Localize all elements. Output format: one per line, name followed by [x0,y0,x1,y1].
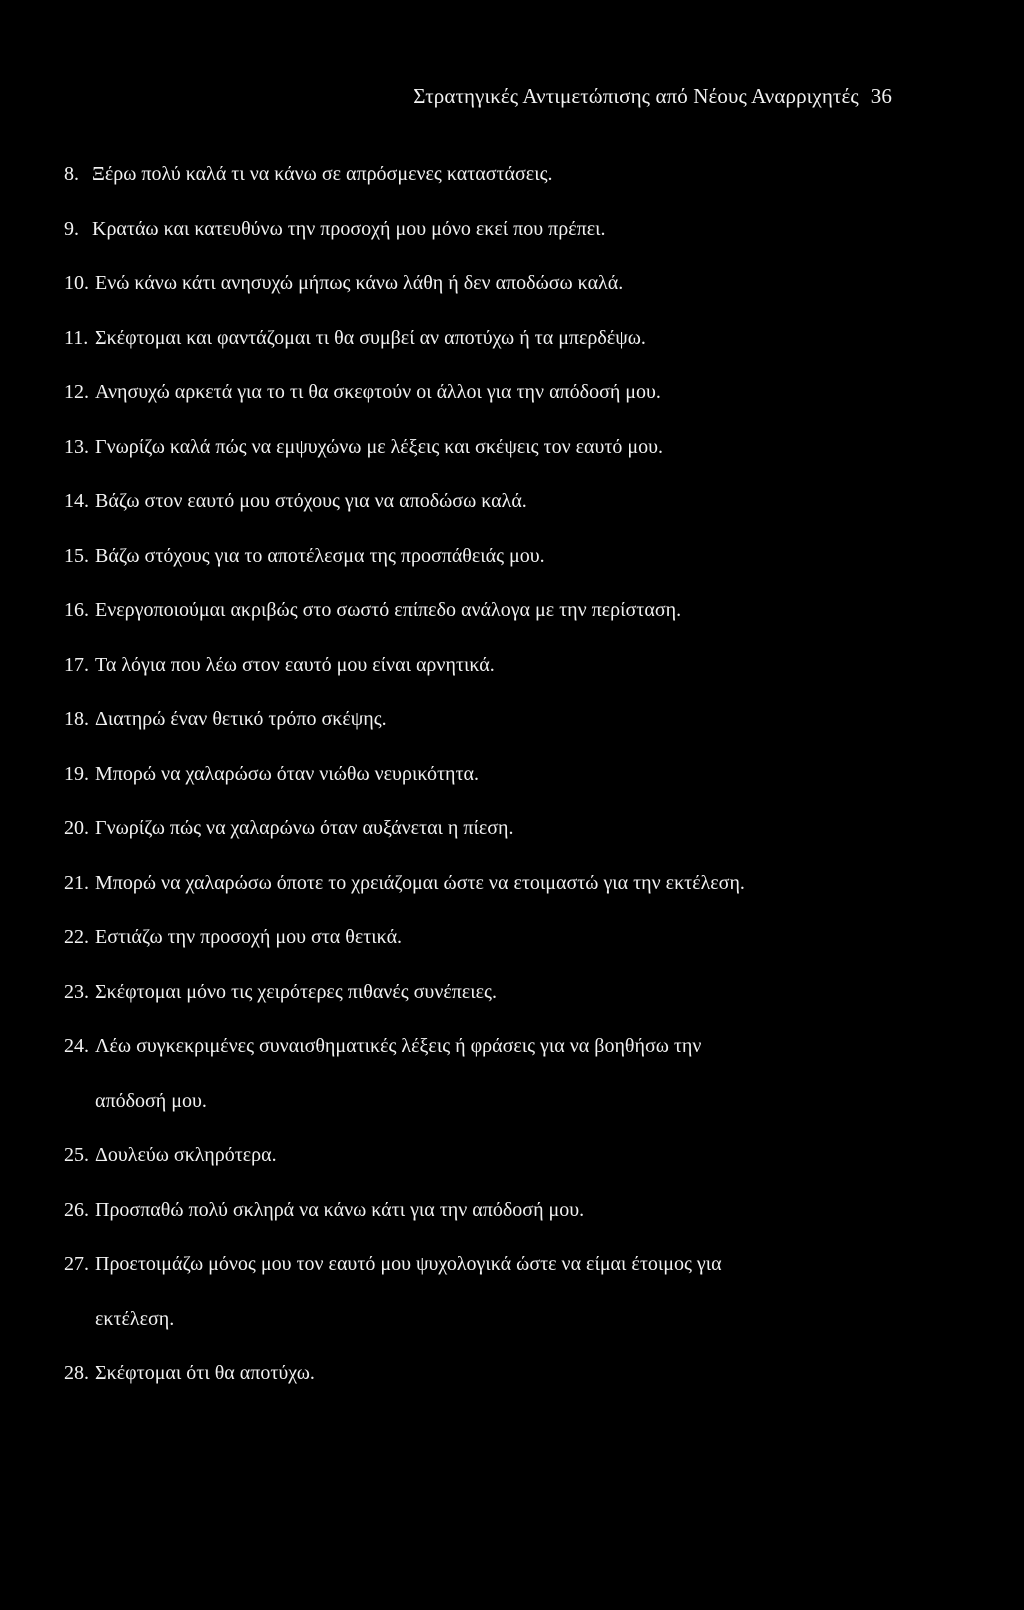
list-item [64,1346,964,1401]
item-text: Ενώ κάνω κάτι ανησυχώ μήπως κάνω λάθη ή δεν αποδώσω καλά. [95,272,624,294]
list-item [64,638,964,693]
item-text: Ξέρω πολύ καλά τι να κάνω σε απρόσμενες καταστάσεις. [92,163,553,185]
item-number: 9. [64,217,79,240]
page-number: 36 [870,84,892,108]
item-text: Δουλεύω σκληρότερα. [95,1144,277,1166]
item-text: Σκέφτομαι μόνο τις χειρότερες πιθανές συνέπειες. [95,980,497,1003]
item-number: 23. [64,980,89,1003]
list-item-continuation [64,1292,964,1347]
list-item [64,965,964,1020]
item-number: 14. [64,490,89,512]
item-text: Εστιάζω την προσοχή μου στα θετικά. [95,926,403,948]
list-item [64,365,964,420]
list-item [64,147,964,202]
questionnaire-list [64,147,964,1401]
item-number: 18. [64,708,89,730]
list-item [64,420,964,475]
item-text: Κρατάω και κατευθύνω την προσοχή μου μόνο εκεί που πρέπει. [92,217,606,240]
item-number: 19. [64,762,89,785]
running-header [413,84,892,109]
item-number: 13. [64,435,89,458]
item-text: Μπορώ να χαλαρώσω όταν νιώθω νευρικότητα. [95,762,479,785]
list-item [64,856,964,911]
item-text: Ενεργοποιούμαι ακριβώς στο σωστό επίπεδο ανάλογα με την περίσταση. [95,599,682,621]
list-item [64,311,964,366]
item-number: 12. [64,381,89,403]
item-number: 26. [64,1198,89,1221]
list-item [64,801,964,856]
item-number: 15. [64,544,89,567]
item-text: Ανησυχώ αρκετά για το τι θα σκεφτούν οι άλλοι για την απόδοσή μου. [95,381,661,403]
item-text-continuation: εκτέλεση. [95,1307,175,1330]
list-item [64,529,964,584]
item-number: 28. [64,1362,89,1384]
list-item [64,910,964,965]
list-item [64,256,964,311]
item-text: Διατηρώ έναν θετικό τρόπο σκέψης. [95,708,387,730]
list-item [64,1019,964,1074]
header-title: Στρατηγικές Αντιμετώπισης από Νέους Αναρριχητές [413,84,859,108]
item-number: 11. [64,326,89,349]
list-item [64,583,964,638]
list-item [64,747,964,802]
item-number: 8. [64,163,79,185]
item-number: 16. [64,599,89,621]
item-number: 20. [64,817,89,839]
item-number: 25. [64,1144,89,1166]
list-item [64,1128,964,1183]
list-item [64,202,964,257]
list-item [64,692,964,747]
list-item [64,474,964,529]
item-text-continuation: απόδοσή μου. [95,1089,207,1112]
item-text: Τα λόγια που λέω στον εαυτό μου είναι αρνητικά. [95,653,495,676]
item-number: 24. [64,1035,89,1057]
item-text: Βάζω στόχους για το αποτέλεσμα της προσπάθειάς μου. [95,544,545,567]
item-number: 27. [64,1253,89,1275]
item-text: Σκέφτομαι ότι θα αποτύχω. [95,1362,315,1384]
item-text: Προετοιμάζω μόνος μου τον εαυτό μου ψυχολογικά ώστε να είμαι έτοιμος για [95,1253,722,1275]
item-text: Προσπαθώ πολύ σκληρά να κάνω κάτι για την απόδοσή μου. [95,1198,585,1221]
item-text: Μπορώ να χαλαρώσω όποτε το χρειάζομαι ώστε να ετοιμαστώ για την εκτέλεση. [95,871,745,894]
item-text: Γνωρίζω καλά πώς να εμψυχώνω με λέξεις και σκέψεις τον εαυτό μου. [95,435,664,458]
item-text: Σκέφτομαι και φαντάζομαι τι θα συμβεί αν αποτύχω ή τα μπερδέψω. [95,326,646,349]
item-number: 21. [64,871,89,894]
list-item [64,1183,964,1238]
item-text: Βάζω στον εαυτό μου στόχους για να αποδώσω καλά. [95,490,527,512]
item-text: Γνωρίζω πώς να χαλαρώνω όταν αυξάνεται η πίεση. [95,817,514,839]
item-number: 10. [64,272,89,294]
list-item [64,1237,964,1292]
item-number: 17. [64,653,89,676]
list-item-continuation [64,1074,964,1129]
item-number: 22. [64,926,89,948]
item-text: Λέω συγκεκριμένες συναισθηματικές λέξεις ή φράσεις για να βοηθήσω την [95,1035,702,1057]
